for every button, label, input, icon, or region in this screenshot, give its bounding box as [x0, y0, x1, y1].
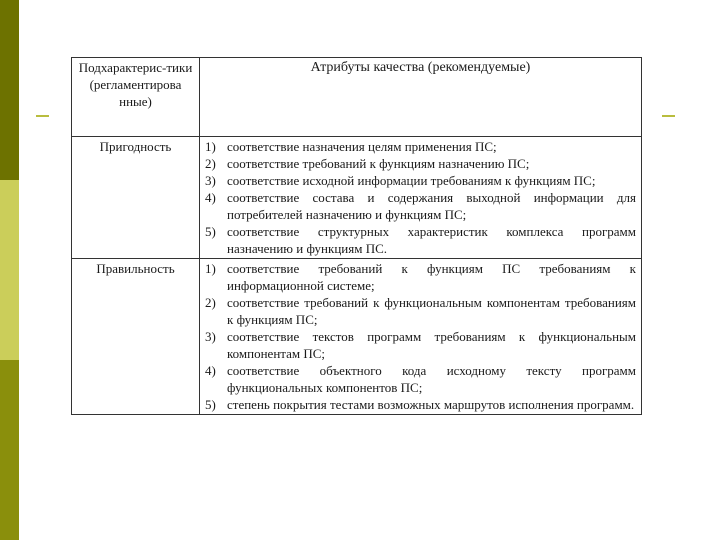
- item-text: соответствие требований к функциональным компонентам требованиям к функциям ПС;: [227, 295, 636, 327]
- list-item: [205, 172, 636, 189]
- item-number: 1): [205, 139, 216, 154]
- decorative-dash-left: [36, 115, 49, 117]
- table-row: [72, 137, 642, 259]
- list-item: [205, 294, 636, 328]
- item-text: соответствие состава и содержания выходной информации для потребителей назначению и функциям ПС;: [227, 190, 636, 222]
- list-item: [205, 138, 636, 155]
- item-text: соответствие назначения целям применения ПС;: [227, 139, 497, 154]
- table-row: [72, 259, 642, 415]
- list-item: [205, 328, 636, 362]
- item-number: 4): [205, 363, 216, 378]
- item-number: 4): [205, 190, 216, 205]
- attribute-list: [205, 138, 636, 257]
- table-header-row: [72, 58, 642, 137]
- item-text: соответствие текстов программ требованиям к функциональным компонентам ПС;: [227, 329, 636, 361]
- list-item: [205, 223, 636, 257]
- characteristic-cell: Пригодность: [72, 137, 200, 259]
- item-number: 2): [205, 156, 216, 171]
- item-text: соответствие объектного кода исходному тексту программ функциональных компонентов ПС;: [227, 363, 636, 395]
- list-item: [205, 396, 636, 413]
- item-text: соответствие исходной информации требованиям к функциям ПС;: [227, 173, 596, 188]
- list-item: [205, 189, 636, 223]
- item-text: соответствие требований к функциям назначению ПС;: [227, 156, 530, 171]
- sidebar-stripe-top: [0, 0, 19, 180]
- quality-attributes-table: [71, 57, 642, 415]
- list-item: [205, 362, 636, 396]
- list-item: [205, 260, 636, 294]
- attributes-cell: [200, 137, 642, 259]
- item-text: соответствие структурных характеристик комплекса программ назначению и функциям ПС.: [227, 224, 636, 256]
- item-number: 1): [205, 261, 216, 276]
- characteristic-cell: Правильность: [72, 259, 200, 415]
- attributes-cell: [200, 259, 642, 415]
- item-number: 2): [205, 295, 216, 310]
- item-number: 5): [205, 397, 216, 412]
- item-number: 3): [205, 329, 216, 344]
- header-characteristic: Подхарактерис-тики (регламентирова нные): [72, 58, 200, 137]
- header-attributes: Атрибуты качества (рекомендуемые): [200, 58, 642, 137]
- list-item: [205, 155, 636, 172]
- sidebar-stripe-bottom: [0, 360, 19, 540]
- sidebar-stripe-middle: [0, 180, 19, 360]
- item-number: 3): [205, 173, 216, 188]
- item-text: соответствие требований к функциям ПС требованиям к информационной системе;: [227, 261, 636, 293]
- attribute-list: [205, 260, 636, 413]
- item-text: степень покрытия тестами возможных маршрутов исполнения программ.: [227, 397, 635, 412]
- decorative-dash-right: [662, 115, 675, 117]
- item-number: 5): [205, 224, 216, 239]
